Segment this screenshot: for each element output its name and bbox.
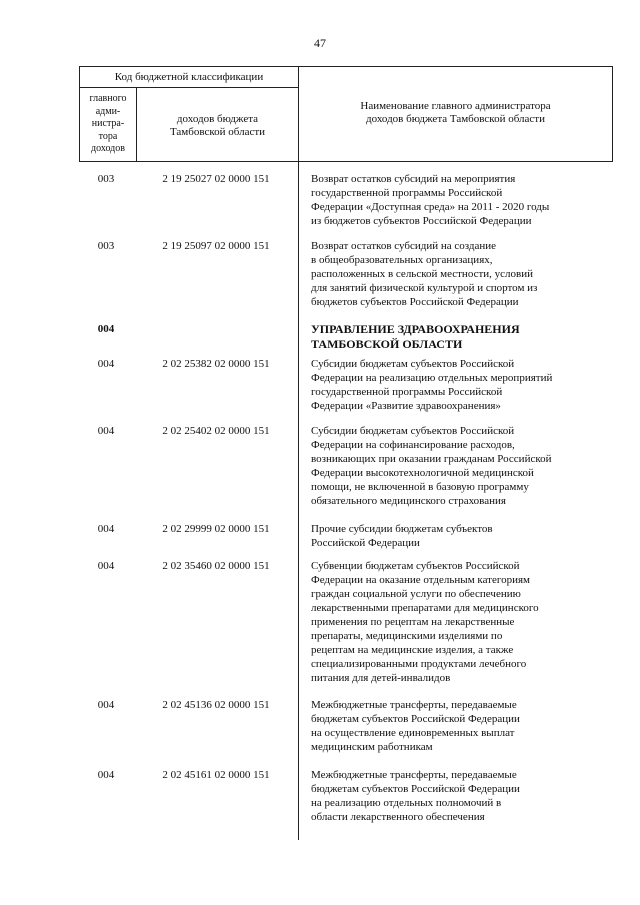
- administrator-name-cell: Межбюджетные трансферты, передаваемые бюджетам субъектов Российской Федерации на осуществление единовременных выплат медицинским работникам: [311, 699, 520, 753]
- section-heading-cell: УПРАВЛЕНИЕ ЗДРАВООХРАНЕНИЯ ТАМБОВСКОЙ ОБЛАСТИ: [311, 322, 520, 351]
- administrator-name-cell: Прочие субсидии бюджетам субъектов Российской Федерации: [311, 523, 493, 549]
- administrator-name-cell: Межбюджетные трансферты, передаваемые бюджетам субъектов Российской Федерации на реализацию отдельных полномочий в области лекарственного обеспечения: [311, 769, 520, 823]
- income-code-cell: 2 02 45161 02 0000 151: [162, 769, 270, 781]
- admin-code-cell: 003: [97, 173, 115, 185]
- header-bottom-border: [79, 161, 613, 162]
- admin-code-cell: 004: [97, 523, 115, 535]
- admin-code-cell: 004: [97, 425, 115, 437]
- administrator-name-cell: Возврат остатков субсидий на мероприятия государственной программы Российской Федерации «Доступная среда» на 2011 - 2020 годы из бюджетов субъектов Российской Федерации: [311, 173, 550, 227]
- administrator-name-cell: Субсидии бюджетам субъектов Российской Федерации на реализацию отдельных мероприятий государственной программы Российской Федерации «Развитие здравоохранения»: [311, 358, 553, 412]
- page-number: 47: [314, 36, 326, 50]
- admin-code-cell: 004: [97, 699, 115, 711]
- administrator-name-cell: Возврат остатков субсидий на создание в общеобразовательных организациях, расположенных в сельской местности, условий для занятий физической культурой и спортом из бюджетов субъектов Российской Федерации: [311, 240, 538, 308]
- administrator-name-cell: Субсидии бюджетам субъектов Российской Федерации на софинансирование расходов, возникающих при оказании гражданам Российской Федерации высокотехнологичной медицинской помощи, не включенной в базовую программу обязательного медицинского страхования: [311, 425, 552, 507]
- income-code-cell: 2 02 29999 02 0000 151: [162, 523, 270, 535]
- admin-code-cell: 003: [97, 240, 115, 252]
- admin-code-cell: 004: [97, 769, 115, 781]
- code-group-underline: [79, 87, 298, 88]
- income-code-cell: 2 02 25382 02 0000 151: [162, 358, 270, 370]
- income-code-cell: 2 02 35460 02 0000 151: [162, 560, 270, 572]
- header-code-group: Код бюджетной классификации: [114, 71, 264, 83]
- header-administrator-name: Наименование главного администратора доходов бюджета Тамбовской области: [360, 100, 551, 125]
- income-code-cell: 2 19 25027 02 0000 151: [162, 173, 270, 185]
- header-admin-code: главного адми- нистра- тора доходов: [89, 93, 127, 154]
- admin-code-cell: 004: [97, 323, 115, 335]
- admin-code-cell: 004: [97, 358, 115, 370]
- income-code-cell: 2 02 25402 02 0000 151: [162, 425, 270, 437]
- header-income-code: доходов бюджета Тамбовской области: [169, 113, 266, 138]
- admin-code-cell: 004: [97, 560, 115, 572]
- administrator-name-cell: Субвенции бюджетам субъектов Российской Федерации на оказание отдельным категориям граждан социальной услуги по обеспечению лекарственными препаратами для медицинского применения по рецептам на лекарственные препараты, медицинскими изделиями по рецептам на медицинские изделия, а также специализированными продуктами лечебного питания для детей-инвалидов: [311, 560, 539, 684]
- income-code-cell: 2 19 25097 02 0000 151: [162, 240, 270, 252]
- income-code-cell: 2 02 45136 02 0000 151: [162, 699, 270, 711]
- column-divider-name: [298, 66, 299, 840]
- table-top-border: [79, 66, 613, 67]
- table-right-border: [612, 66, 613, 162]
